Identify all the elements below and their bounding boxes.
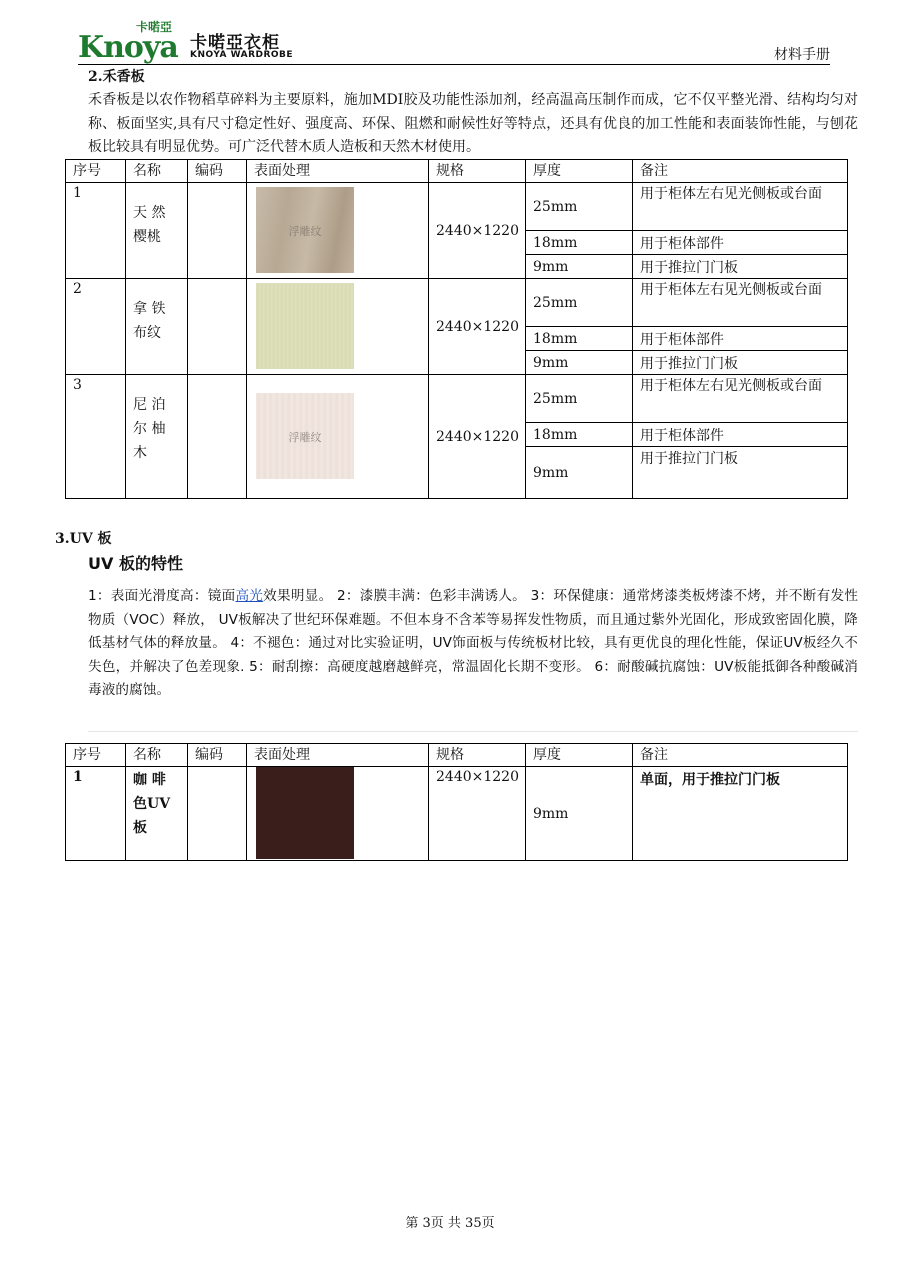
row-number: 2 xyxy=(66,279,126,375)
note-cell: 用于推拉门门板 xyxy=(633,447,848,499)
material-name: 天 然 樱桃 xyxy=(126,183,188,279)
thickness-cell: 18mm xyxy=(526,231,633,255)
note-cell: 用于柜体部件 xyxy=(633,327,848,351)
header-cell: 表面处理 xyxy=(247,160,429,183)
table-row xyxy=(66,183,848,231)
header-cell: 编码 xyxy=(188,744,247,767)
document-type-label: 材料手册 xyxy=(774,47,830,63)
header-cell: 备注 xyxy=(633,744,848,767)
swatch-label: 浮雕纹 xyxy=(288,225,322,238)
linen-swatch-image xyxy=(256,283,354,369)
thickness-cell: 18mm xyxy=(526,327,633,351)
coffee-swatch-image xyxy=(256,767,354,859)
paragraph-text: 1：表面光滑度高：镜面 xyxy=(88,588,236,604)
header-cell: 厚度 xyxy=(526,160,633,183)
thickness-cell: 9mm xyxy=(526,767,633,861)
thickness-cell: 25mm xyxy=(526,375,633,423)
logo-brand-text: Knoya xyxy=(78,30,178,65)
header-cell: 序号 xyxy=(66,160,126,183)
material-name: 咖 啡 色UV 板 xyxy=(126,767,188,861)
spec-cell: 2440×1220 xyxy=(429,183,526,279)
section2-title: 2.禾香板 xyxy=(88,69,145,85)
spec-cell: 2440×1220 xyxy=(429,767,526,861)
note-cell: 用于柜体左右见光侧板或台面 xyxy=(633,375,848,423)
note-cell: 用于柜体左右见光侧板或台面 xyxy=(633,183,848,231)
section3-paragraph xyxy=(88,585,858,703)
brand-logo xyxy=(78,20,303,65)
logo-top-text: 卡喏亞 xyxy=(136,20,173,34)
header-cell: 备注 xyxy=(633,160,848,183)
header-cell: 厚度 xyxy=(526,744,633,767)
thickness-cell: 9mm xyxy=(526,447,633,499)
row-number: 1 xyxy=(66,767,126,861)
note-cell: 单面，用于推拉门门板 xyxy=(633,767,848,861)
material-name: 拿 铁 布纹 xyxy=(126,279,188,375)
header-cell: 序号 xyxy=(66,744,126,767)
material-code xyxy=(188,767,247,861)
highlight-link[interactable]: 高光 xyxy=(235,588,264,604)
table-row xyxy=(66,767,848,861)
surface-cell xyxy=(247,375,429,499)
logo-cn-text: 卡喏亞衣柜 xyxy=(190,33,280,53)
paragraph-text: 效果明显。 2：漆膜丰满：色彩丰满诱人。 3：环保健康：通常烤漆类板烤漆不烤，并不断有发性物质（VOC）释放， UV板解决了世纪环保难题。不但本身不含苯等易挥发性物质，而且通过紫外光固化，形成致密固化膜，降低基材气体的释放量。 4：不褪色：通过对比实验证明，UV饰面板与传统板材比较，具有更优良的理化性能，保证UV板经久不失色，并解决了色差现象. 5：耐刮擦：高硬度越磨越鲜亮，常温固化长期不变形。 6：耐酸碱抗腐蚀：UV板能抵御各种酸碱消毒液的腐蚀。 xyxy=(88,588,859,698)
header-cell: 名称 xyxy=(126,744,188,767)
surface-cell xyxy=(247,767,429,861)
header-cell: 名称 xyxy=(126,160,188,183)
note-cell: 用于推拉门门板 xyxy=(633,255,848,279)
teak-swatch-image xyxy=(256,393,354,479)
section2-paragraph: 禾香板是以农作物稻草碎料为主要原料，施加MDI胶及功能性添加剂，经高温高压制作而成，它不仅平整光滑、结构均匀对称、板面坚实,具有尺寸稳定性好、强度高、环保、阻燃和耐候性好等特点，还具有优良的加工性能和表面装饰性能，与刨花板比较具有明显优势。可广泛代替木质人造板和天然木材使用。 xyxy=(88,92,858,155)
section-divider xyxy=(88,731,858,732)
thickness-cell: 25mm xyxy=(526,279,633,327)
section3-subtitle: UV 板的特性 xyxy=(88,554,183,573)
section2-table xyxy=(65,159,848,499)
note-cell: 用于柜体部件 xyxy=(633,423,848,447)
thickness-cell: 25mm xyxy=(526,183,633,231)
surface-cell xyxy=(247,183,429,279)
material-code xyxy=(188,279,247,375)
header-divider xyxy=(78,64,830,65)
note-cell: 用于柜体左右见光侧板或台面 xyxy=(633,279,848,327)
header-cell: 表面处理 xyxy=(247,744,429,767)
thickness-cell: 9mm xyxy=(526,351,633,375)
material-code xyxy=(188,183,247,279)
thickness-cell: 18mm xyxy=(526,423,633,447)
cherry-swatch-image xyxy=(256,187,354,273)
spec-cell: 2440×1220 xyxy=(429,279,526,375)
note-cell: 用于推拉门门板 xyxy=(633,351,848,375)
table-row xyxy=(66,279,848,327)
table-header-row xyxy=(66,160,848,183)
row-number: 1 xyxy=(66,183,126,279)
material-code xyxy=(188,375,247,499)
header-cell: 编码 xyxy=(188,160,247,183)
logo-en-text: KNOYA WARDROBE xyxy=(190,50,294,60)
row-number: 3 xyxy=(66,375,126,499)
section3-table xyxy=(65,743,848,861)
material-name: 尼 泊 尔 柚 木 xyxy=(126,375,188,499)
header-cell: 规格 xyxy=(429,744,526,767)
page-number: 第 3页 共 35页 xyxy=(405,1216,495,1231)
section3-title: 3.UV 板 xyxy=(55,531,112,547)
surface-cell xyxy=(247,279,429,375)
note-cell: 用于柜体部件 xyxy=(633,231,848,255)
spec-cell: 2440×1220 xyxy=(429,375,526,499)
table-header-row xyxy=(66,744,848,767)
table-row xyxy=(66,375,848,423)
header-cell: 规格 xyxy=(429,160,526,183)
swatch-label: 浮雕纹 xyxy=(288,431,322,444)
thickness-cell: 9mm xyxy=(526,255,633,279)
